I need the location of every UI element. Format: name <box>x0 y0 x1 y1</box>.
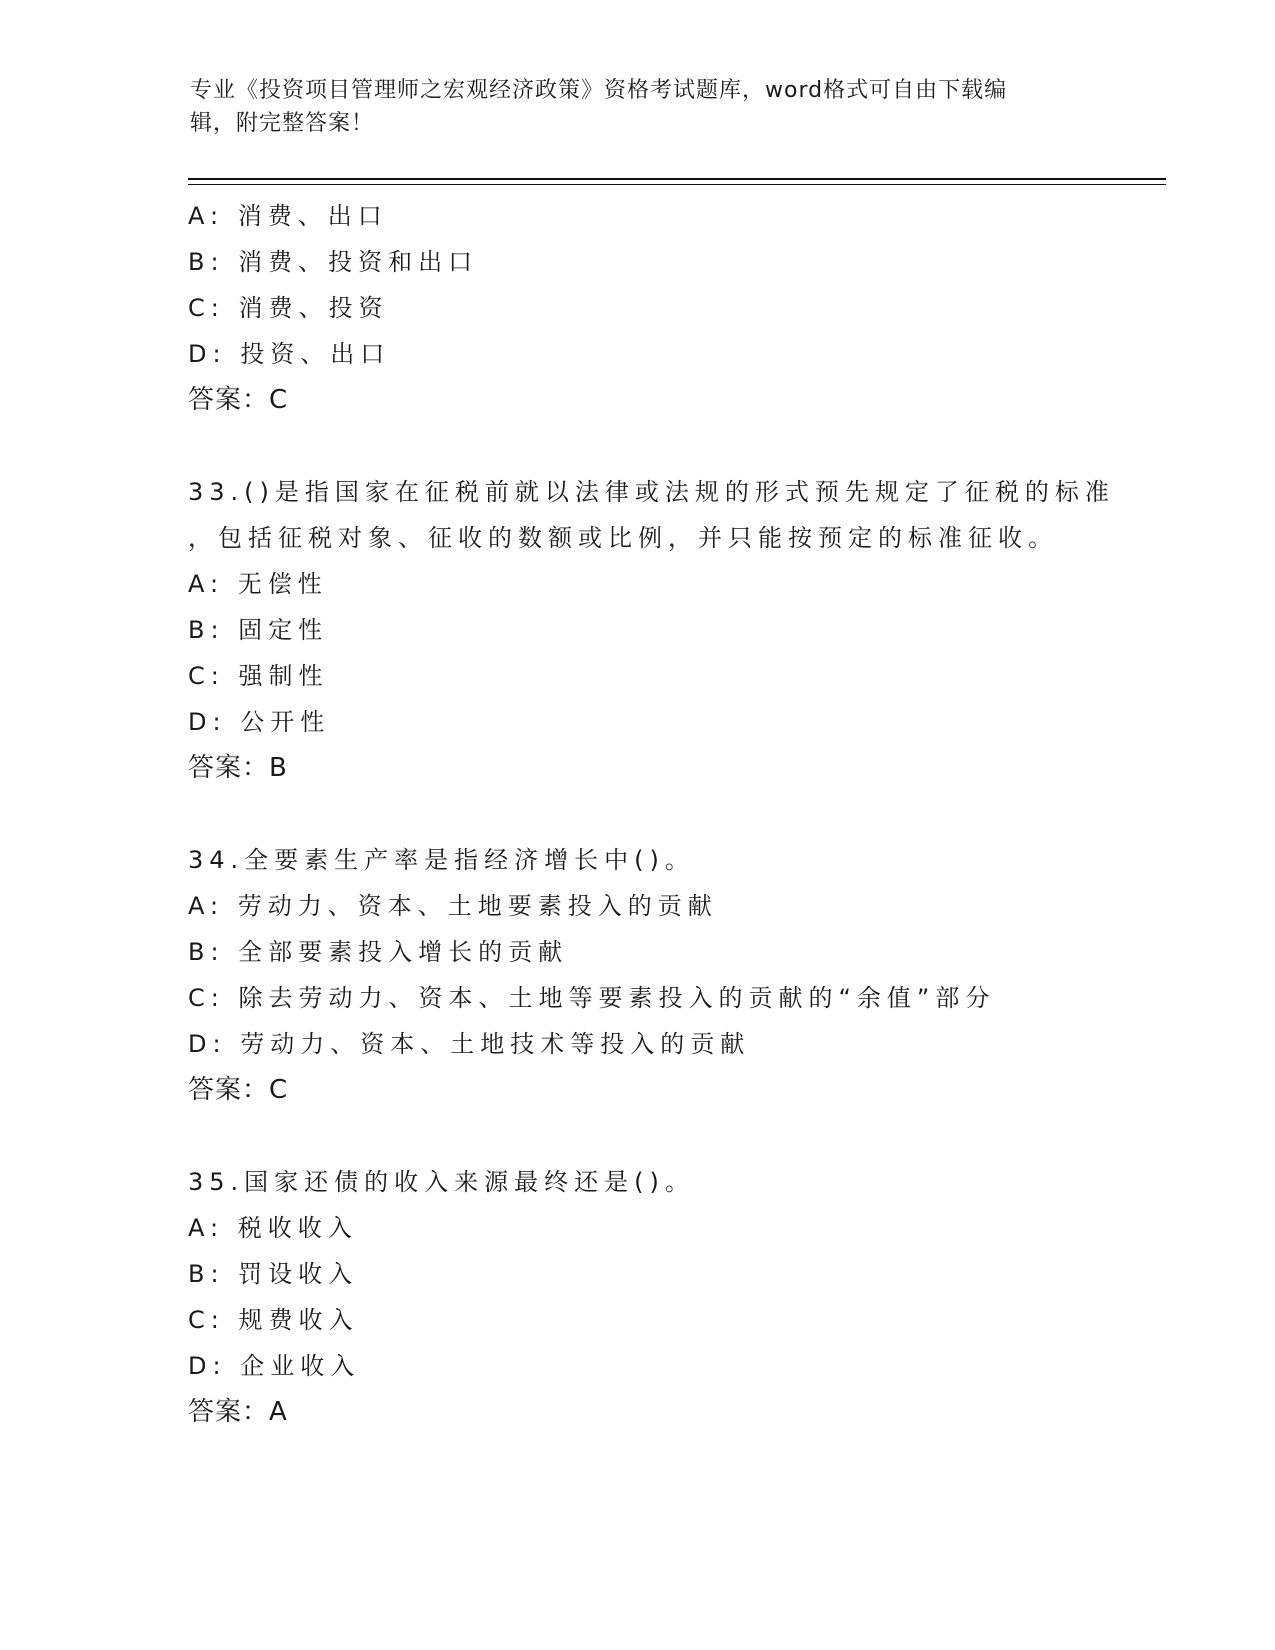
option-c: C: 除去劳动力、资本、土地等要素投入的贡献的“余值”部分 <box>188 984 996 1012</box>
option-c: C: 规费收入 <box>188 1306 359 1334</box>
question-stem: 35.国家还债的收入来源最终还是()。 <box>188 1168 695 1196</box>
header-line-1: 专业《投资项目管理师之宏观经济政策》资格考试题库，word格式可自由下载编 <box>190 78 1008 103</box>
answer: 答案：B <box>188 753 288 783</box>
option-b: B: 罚设收入 <box>188 1260 359 1288</box>
option-b: B: 固定性 <box>188 616 329 644</box>
question-list <box>188 193 1148 1435</box>
spacer <box>188 423 1148 469</box>
question-stem: 34.全要素生产率是指经济增长中()。 <box>188 846 695 874</box>
option-b: B: 全部要素投入增长的贡献 <box>188 938 569 966</box>
header-rule-thick <box>188 178 1166 180</box>
question-stem-line-2: ，包括征税对象、征收的数额或比例，并只能按预定的标准征收。 <box>188 524 1058 552</box>
answer: 答案：C <box>188 385 289 415</box>
option-a: A: 税收收入 <box>188 1214 358 1242</box>
option-c: C: 强制性 <box>188 662 329 690</box>
option-d: D: 企业收入 <box>188 1352 361 1380</box>
question-33 <box>188 469 1148 791</box>
option-a: A: 无偿性 <box>188 570 328 598</box>
option-d: D: 公开性 <box>188 708 331 736</box>
option-a: A: 消费、出口 <box>188 202 388 230</box>
question-stem-line-1: 33.()是指国家在征税前就以法律或法规的形式预先规定了征税的标准 <box>188 478 1115 506</box>
option-a: A: 劳动力、资本、土地要素投入的贡献 <box>188 892 718 920</box>
answer: 答案：A <box>188 1397 288 1427</box>
option-d: D: 劳动力、资本、土地技术等投入的贡献 <box>188 1030 751 1058</box>
option-d: D: 投资、出口 <box>188 340 391 368</box>
spacer <box>188 791 1148 837</box>
answer: 答案：C <box>188 1075 289 1105</box>
header-line-2: 辑，附完整答案！ <box>190 111 375 136</box>
question-34 <box>188 837 1148 1113</box>
document-header <box>190 74 1090 140</box>
option-b: B: 消费、投资和出口 <box>188 248 479 276</box>
question-32 <box>188 193 1148 423</box>
header-rule-thin <box>188 184 1166 185</box>
question-35 <box>188 1159 1148 1435</box>
spacer <box>188 1113 1148 1159</box>
option-c: C: 消费、投资 <box>188 294 389 322</box>
